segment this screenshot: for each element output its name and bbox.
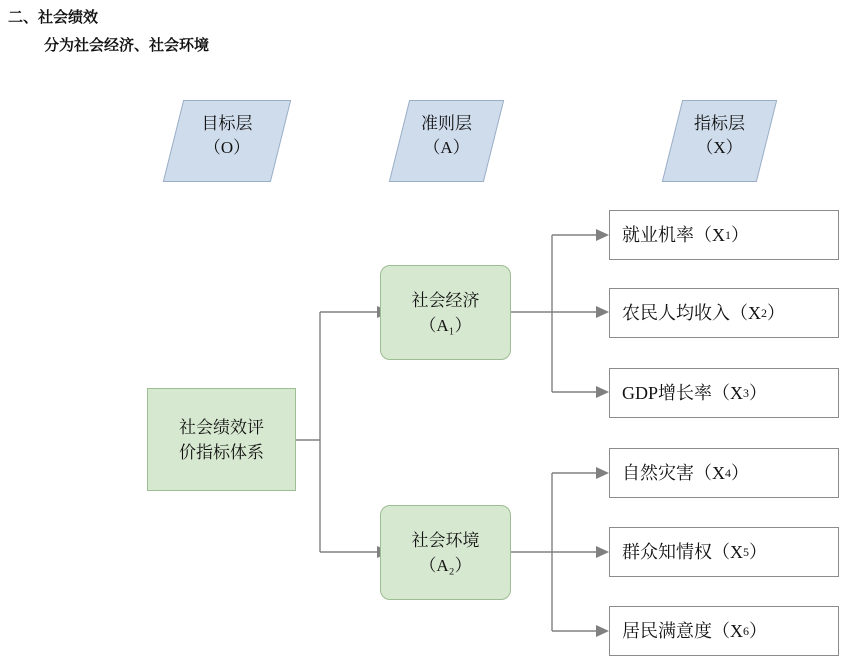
section-subheading: 分为社会经济、社会环境: [44, 37, 210, 54]
node-criteria-economy-line2: （A₁）: [419, 315, 472, 335]
node-criteria-economy[interactable]: [380, 265, 511, 360]
node-indicator-x4-sub: 4: [725, 466, 731, 480]
node-indicator-x2-tail: ）: [767, 303, 785, 323]
node-criteria-environment-line2: （A₂）: [419, 555, 472, 575]
node-indicator-x3-tail: ）: [749, 383, 768, 403]
node-indicator-x5[interactable]: [609, 527, 839, 577]
layer-header-index-label: [672, 112, 767, 160]
node-indicator-x6[interactable]: [609, 606, 839, 656]
node-indicator-x4[interactable]: [609, 448, 839, 498]
layer-header-criteria-main: 准则层: [421, 114, 472, 133]
node-indicator-x1[interactable]: [609, 210, 839, 260]
node-indicator-x5-sub: 5: [743, 545, 749, 559]
node-indicator-x3-sub: 3: [743, 386, 750, 400]
layer-header-criteria-sub: （A）: [423, 138, 470, 157]
layer-header-index-main: 指标层: [694, 114, 745, 133]
node-indicator-x6-sub: 6: [743, 624, 749, 638]
node-indicator-x3-text: GDP增长率（X: [622, 383, 744, 403]
node-root-line2: 价指标体系: [179, 442, 264, 462]
node-indicator-x2-text: 农民人均收入（X: [622, 303, 761, 323]
node-indicator-x2[interactable]: [609, 288, 839, 338]
layer-header-criteria-label: [399, 112, 494, 160]
layer-header-goal-main: 目标层: [201, 114, 253, 133]
node-indicator-x3[interactable]: [609, 368, 839, 418]
node-indicator-x2-sub: 2: [761, 306, 767, 320]
section-heading: 二、社会绩效: [8, 9, 99, 26]
node-indicator-x4-tail: ）: [731, 463, 749, 483]
node-root[interactable]: [147, 388, 296, 491]
node-criteria-environment-line1: 社会环境: [411, 530, 480, 550]
node-criteria-environment[interactable]: [380, 505, 511, 600]
node-indicator-x5-tail: ）: [749, 542, 767, 562]
node-indicator-x1-sub: 1: [725, 228, 731, 242]
node-indicator-x1-tail: ）: [731, 225, 749, 245]
node-indicator-x5-text: 群众知情权（X: [622, 542, 743, 562]
node-root-line1: 社会绩效评: [179, 417, 264, 437]
layer-header-goal-sub: （O）: [203, 138, 251, 157]
node-indicator-x6-tail: ）: [749, 621, 767, 641]
layer-header-index-sub: （X）: [696, 138, 743, 157]
node-indicator-x4-text: 自然灾害（X: [622, 463, 725, 483]
node-criteria-economy-line1: 社会经济: [411, 290, 480, 310]
node-indicator-x1-text: 就业机率（X: [622, 225, 725, 245]
node-indicator-x6-text: 居民满意度（X: [622, 621, 743, 641]
layer-header-goal-label: [173, 112, 281, 160]
